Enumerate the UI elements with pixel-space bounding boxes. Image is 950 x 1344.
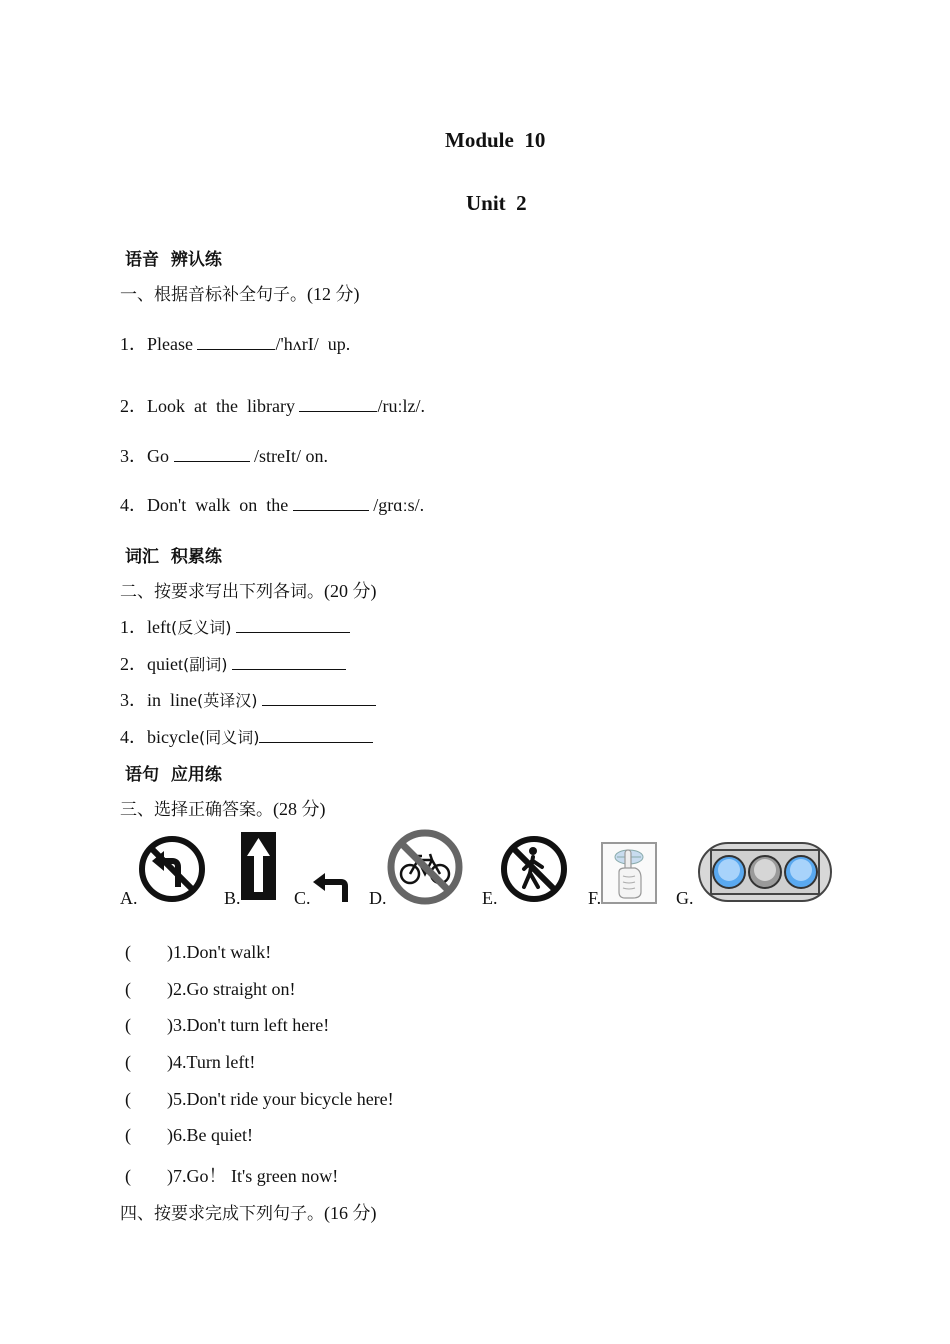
section2-task: 二、按要求写出下列各词。(20 分)	[120, 581, 377, 602]
s2-item-4: 4．bicycle(同义词)	[120, 723, 373, 749]
option-label-d: D.	[369, 888, 387, 908]
traffic-light-icon	[697, 840, 833, 904]
quiet-gesture-icon	[601, 842, 657, 904]
answer-paren[interactable]: ( )	[125, 1052, 173, 1072]
answer-paren[interactable]: ( )	[125, 1166, 173, 1186]
option-label-a: A.	[120, 888, 138, 908]
answer-blank[interactable]	[197, 348, 275, 350]
s2-item-1: 1．left(反义词)	[120, 613, 350, 639]
question-row: ( )1.Don't walk!	[125, 942, 272, 962]
s1-item-3: 3．Go /streIt/ on.	[120, 446, 328, 466]
s2-item-2: 2．quiet(副词)	[120, 650, 346, 676]
answer-paren[interactable]: ( )	[125, 979, 173, 999]
question-row: ( )7.Go！ It's green now!	[125, 1166, 339, 1186]
turn-left-arrow-icon	[311, 872, 351, 904]
answer-blank[interactable]	[259, 741, 373, 743]
no-left-turn-sign-icon	[138, 835, 206, 903]
s1-item-1: 1．Please /'hʌrI/ up.	[120, 334, 351, 354]
answer-blank[interactable]	[299, 410, 377, 412]
option-label-g: G.	[676, 888, 694, 908]
option-label-c: C.	[294, 888, 311, 908]
answer-paren[interactable]: ( )	[125, 1125, 173, 1145]
question-row: ( )6.Be quiet!	[125, 1125, 253, 1145]
answer-paren[interactable]: ( )	[125, 942, 173, 962]
question-row: ( )5.Don't ride your bicycle here!	[125, 1089, 394, 1109]
section3-task: 三、选择正确答案。(28 分)	[120, 799, 326, 820]
option-label-e: E.	[482, 888, 498, 908]
section3-heading: 语句 应用练	[125, 765, 222, 785]
section1-heading: 语音 辨认练	[125, 250, 222, 270]
option-label-b: B.	[224, 888, 241, 908]
answer-blank[interactable]	[236, 631, 350, 633]
option-label-f: F.	[588, 888, 602, 908]
question-row: ( )4.Turn left!	[125, 1052, 256, 1072]
answer-blank[interactable]	[232, 668, 346, 670]
no-pedestrian-sign-icon	[500, 835, 568, 903]
answer-paren[interactable]: ( )	[125, 1015, 173, 1035]
s1-item-4: 4．Don't walk on the /grɑːs/.	[120, 495, 425, 515]
answer-blank[interactable]	[174, 460, 250, 462]
answer-paren[interactable]: ( )	[125, 1089, 173, 1109]
unit-title: Unit 2	[466, 191, 527, 215]
question-row: ( )3.Don't turn left here!	[125, 1015, 330, 1035]
s1-item-2: 2．Look at the library /ruːlz/.	[120, 396, 425, 416]
answer-blank[interactable]	[262, 704, 376, 706]
no-bicycle-sign-icon	[386, 828, 464, 906]
answer-blank[interactable]	[293, 509, 369, 511]
straight-arrow-sign-icon	[241, 832, 276, 900]
s2-item-3: 3．in line(英译汉)	[120, 686, 376, 712]
module-title: Module 10	[445, 128, 546, 152]
section1-task: 一、根据音标补全句子。(12 分)	[120, 284, 360, 305]
section2-heading: 词汇 积累练	[125, 547, 222, 567]
question-row: ( )2.Go straight on!	[125, 979, 296, 999]
section4-task: 四、按要求完成下列句子。(16 分)	[120, 1203, 377, 1224]
